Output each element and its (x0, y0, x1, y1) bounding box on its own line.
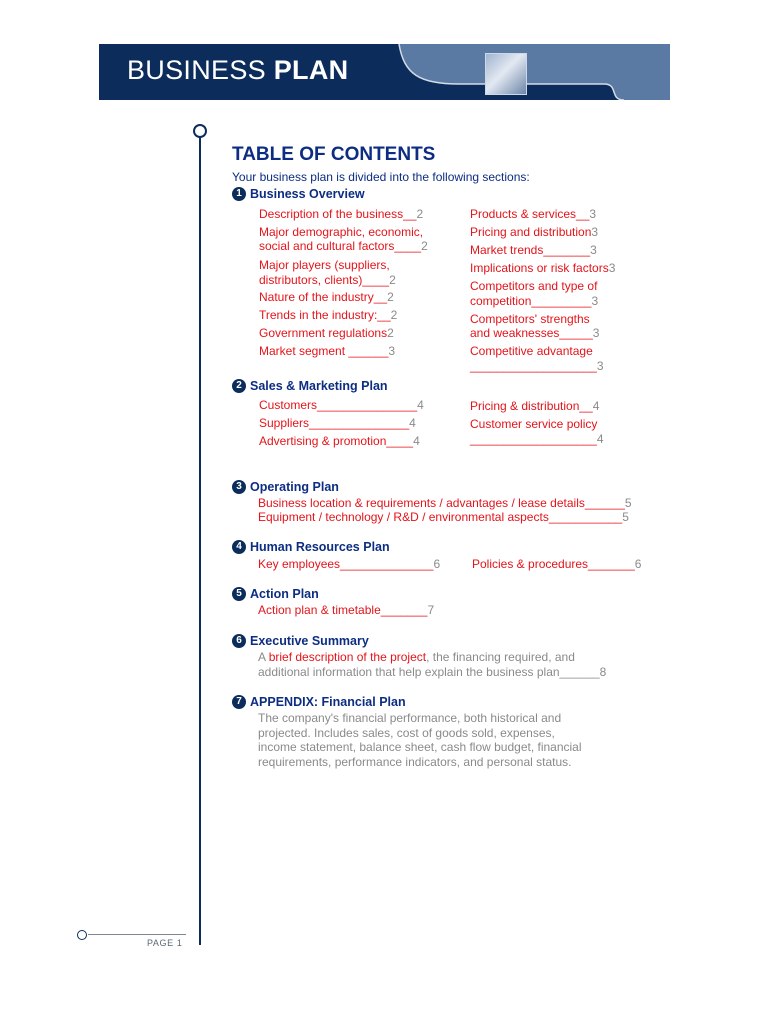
toc-entry-page: 3 (589, 207, 597, 221)
toc-entry-label: social and cultural factors____ (259, 239, 422, 253)
toc-entry[interactable] (259, 273, 396, 288)
toc-entry-label: ___________________ (470, 359, 597, 373)
toc-entry-page: 3 (591, 294, 599, 308)
toc-entry-label: Competitors' strengths (470, 312, 590, 326)
toc-intro: Your business plan is divided into the following sections: (232, 170, 530, 184)
section-number-badge: 2 (232, 379, 246, 393)
section-title: Executive Summary (250, 634, 369, 648)
section-number-badge: 3 (232, 480, 246, 494)
section-heading-executive-summary (232, 634, 369, 648)
executive-summary-description (258, 650, 618, 679)
toc-entry[interactable] (470, 225, 598, 240)
toc-entry-label: Major demographic, economic, (259, 225, 424, 239)
toc-entry-label: Customer service policy (470, 417, 598, 431)
desc-link[interactable]: brief description of the project (268, 650, 427, 664)
toc-entry-label: Competitive advantage (470, 344, 593, 358)
banner-photo (485, 53, 527, 95)
toc-entry-page: 3 (592, 326, 600, 340)
toc-entry[interactable] (258, 557, 440, 572)
footer-rule (88, 934, 186, 935)
page-number: PAGE 1 (147, 938, 183, 948)
section-title: Human Resources Plan (250, 540, 390, 554)
toc-entry-page: 3 (590, 243, 597, 257)
toc-entry-page: 4 (596, 432, 604, 446)
toc-entry[interactable] (470, 261, 615, 276)
toc-entry[interactable] (470, 359, 604, 374)
section-heading-human-resources (232, 540, 390, 554)
toc-entry[interactable] (470, 417, 597, 432)
toc-entry[interactable] (259, 290, 394, 305)
toc-entry[interactable] (258, 496, 632, 511)
toc-entry-label: ___________________ (470, 432, 597, 446)
header-banner (99, 44, 670, 100)
desc-line: projected. Includes sales, cost of goods sold, expenses, (258, 725, 555, 740)
toc-entry-label: Equipment / technology / R&D / environmental aspects___________ (258, 510, 623, 524)
section-number-badge: 6 (232, 634, 246, 648)
toc-entry-label: Market trends_______ (470, 243, 591, 257)
toc-entry-page: 6 (433, 557, 441, 571)
toc-entry[interactable] (259, 225, 423, 240)
toc-entry-label: Trends in the industry:__ (259, 308, 391, 322)
toc-entry-page: 6 (634, 557, 642, 571)
section-heading-appendix (232, 695, 406, 709)
toc-entry-label: Major players (suppliers, (259, 258, 390, 272)
toc-entry-page: 2 (387, 326, 394, 340)
toc-entry[interactable] (259, 326, 394, 341)
toc-entry-page: 7 (427, 603, 435, 617)
section-heading-sales-marketing (232, 379, 388, 393)
toc-entry-label: Suppliers_______________ (259, 416, 410, 430)
toc-entry-page: 4 (413, 434, 420, 448)
toc-entry[interactable] (470, 399, 599, 414)
toc-entry[interactable] (258, 603, 434, 618)
toc-entry-label: Customers_______________ (259, 398, 418, 412)
toc-entry-page: 3 (596, 359, 604, 373)
toc-entry[interactable] (259, 398, 424, 413)
toc-entry-page: 3 (388, 344, 396, 358)
toc-entry[interactable] (470, 344, 593, 359)
toc-entry-page: 3 (608, 261, 616, 275)
banner-title (127, 55, 348, 86)
toc-entry[interactable] (470, 432, 604, 447)
toc-entry-page: 5 (624, 496, 632, 510)
toc-entry[interactable] (259, 207, 423, 222)
toc-entry[interactable] (470, 279, 597, 294)
toc-entry-label: Key employees______________ (258, 557, 434, 571)
section-title: Sales & Marketing Plan (250, 379, 388, 393)
toc-entry-label: Action plan & timetable_______ (258, 603, 428, 617)
toc-entry-label: Implications or risk factors (470, 261, 609, 275)
desc-page: 8 (599, 664, 607, 679)
toc-entry-page: 5 (622, 510, 629, 524)
toc-entry[interactable] (472, 557, 641, 572)
section-heading-action-plan (232, 587, 319, 601)
toc-entry-label: Products & services__ (470, 207, 590, 221)
toc-entry-label: Government regulations (259, 326, 388, 340)
toc-entry-label: Market segment ______ (259, 344, 389, 358)
toc-entry-page: 3 (591, 225, 599, 239)
toc-entry-label: Pricing and distribution (470, 225, 592, 239)
section-number-badge: 7 (232, 695, 246, 709)
section-title: Business Overview (250, 187, 365, 201)
toc-entry-page: 2 (387, 290, 394, 304)
section-number-badge: 1 (232, 187, 246, 201)
toc-entry-label: and weaknesses_____ (470, 326, 593, 340)
section-number-badge: 4 (232, 540, 246, 554)
toc-entry-page: 2 (390, 308, 398, 322)
vertical-rule (199, 137, 201, 945)
section-title: Action Plan (250, 587, 319, 601)
toc-entry-page: 4 (592, 399, 600, 413)
desc-text: , the financing required, and (426, 650, 575, 664)
toc-entry[interactable] (470, 207, 596, 222)
toc-entry[interactable] (258, 510, 629, 525)
toc-entry[interactable] (259, 434, 420, 449)
toc-entry[interactable] (259, 308, 397, 323)
banner-title-bold: PLAN (273, 55, 349, 85)
toc-entry[interactable] (470, 326, 599, 341)
toc-title: TABLE OF CONTENTS (232, 144, 436, 165)
section-title: Operating Plan (250, 480, 339, 494)
toc-entry[interactable] (259, 344, 395, 359)
desc-line: income statement, balance sheet, cash flow budget, financial (258, 740, 582, 754)
toc-entry-label: Nature of the industry__ (259, 290, 388, 304)
banner-title-light: BUSINESS (127, 55, 274, 85)
footer-circle (77, 930, 87, 940)
toc-entry-page: 4 (417, 398, 424, 412)
toc-entry-label: Pricing & distribution__ (470, 399, 593, 413)
toc-entry[interactable] (470, 312, 590, 327)
toc-entry-label: distributors, clients)____ (259, 273, 390, 287)
toc-entry-label: Business location & requirements / advantages / lease details______ (258, 496, 625, 510)
section-heading-business-overview (232, 187, 365, 201)
desc-line: The company's financial performance, both historical and (258, 711, 562, 725)
desc-text: A (258, 650, 269, 664)
toc-entry[interactable] (470, 294, 598, 309)
toc-entry-page: 4 (409, 416, 416, 430)
toc-entry-page: 2 (416, 207, 424, 221)
desc-line: requirements, performance indicators, and personal status. (258, 754, 572, 769)
rule-top-circle (193, 124, 207, 138)
toc-entry-label: competition_________ (470, 294, 592, 308)
section-title: APPENDIX: Financial Plan (250, 695, 406, 709)
toc-entry-label: Advertising & promotion____ (259, 434, 414, 448)
toc-entry[interactable] (259, 416, 416, 431)
toc-entry[interactable] (259, 239, 428, 254)
toc-entry-label: Description of the business__ (259, 207, 417, 221)
toc-entry-label: Competitors and type of (470, 279, 598, 293)
toc-entry-page: 2 (421, 239, 428, 253)
toc-entry-page: 2 (389, 273, 396, 287)
toc-entry-label: Policies & procedures_______ (472, 557, 635, 571)
desc-text: additional information that help explain the business plan______ (258, 664, 600, 679)
toc-entry[interactable] (259, 258, 390, 273)
appendix-description (258, 711, 618, 769)
toc-entry[interactable] (470, 243, 597, 258)
section-number-badge: 5 (232, 587, 246, 601)
section-heading-operating-plan (232, 480, 339, 494)
